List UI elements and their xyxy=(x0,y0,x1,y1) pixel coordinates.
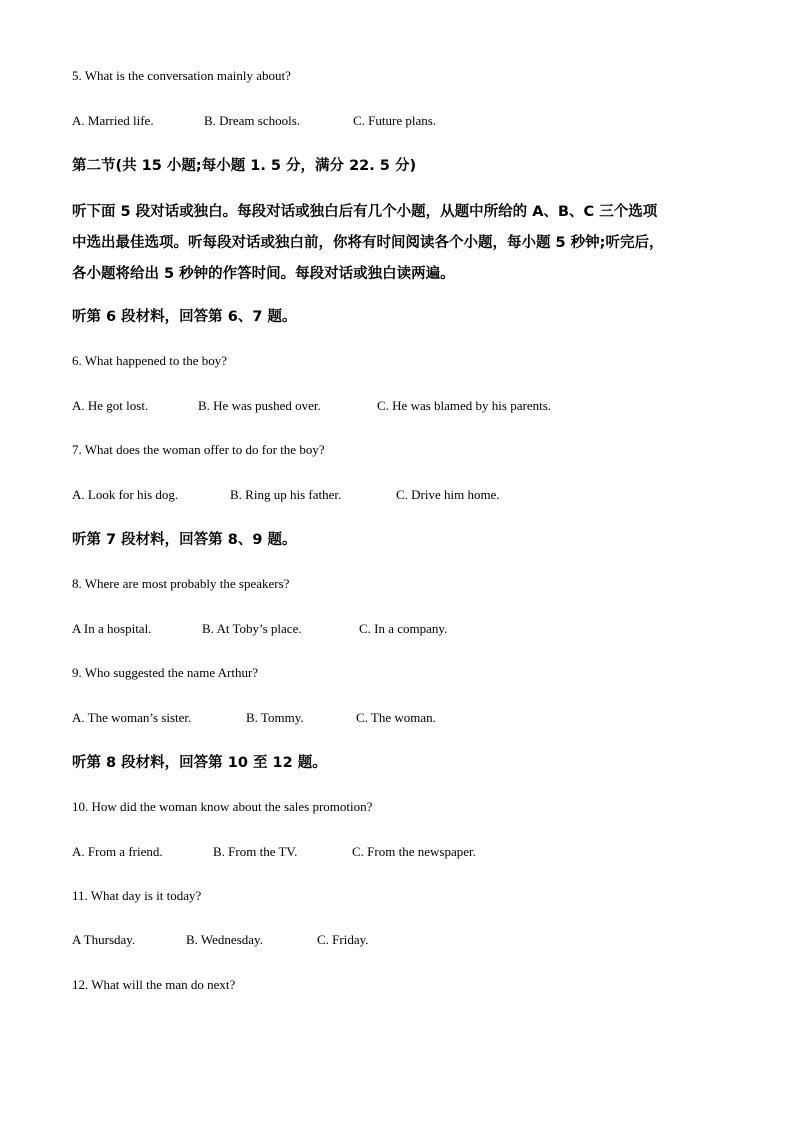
option-c: C. Friday. xyxy=(317,932,369,947)
group-7-heading: 听第 7 段材料，回答第 8、9 题。 xyxy=(72,532,297,548)
question-9: 9. Who suggested the name Arthur? xyxy=(72,665,259,680)
option-a: A. He got lost. xyxy=(72,398,149,413)
option-b: B. Ring up his father. xyxy=(230,487,342,502)
section-2-heading: 第二节(共 15 小题;每小题 1. 5 分，满分 22. 5 分) xyxy=(72,158,417,174)
option-a: A. From a friend. xyxy=(72,844,163,859)
option-b: B. From the TV. xyxy=(213,844,298,859)
option-c: C. Drive him home. xyxy=(396,487,500,502)
question-10: 10. How did the woman know about the sales promotion? xyxy=(72,799,373,814)
option-c: C. He was blamed by his parents. xyxy=(377,398,552,413)
option-b: B. Tommy. xyxy=(246,710,304,725)
question-12: 12. What will the man do next? xyxy=(72,977,236,992)
option-a: A In a hospital. xyxy=(72,621,152,636)
option-c: C. The woman. xyxy=(356,710,436,725)
option-a: A. Married life. xyxy=(72,113,154,128)
question-8: 8. Where are most probably the speakers? xyxy=(72,576,290,591)
question-7: 7. What does the woman offer to do for the boy? xyxy=(72,442,325,457)
option-b: B. At Toby’s place. xyxy=(202,621,302,636)
question-6: 6. What happened to the boy? xyxy=(72,353,227,368)
option-c: C. Future plans. xyxy=(353,113,437,128)
group-8-heading: 听第 8 段材料，回答第 10 至 12 题。 xyxy=(72,755,327,771)
option-c: C. In a company. xyxy=(359,621,448,636)
option-a: A. Look for his dog. xyxy=(72,487,179,502)
section-2-instructions xyxy=(72,197,732,290)
group-6-heading: 听第 6 段材料，回答第 6、7 题。 xyxy=(72,309,297,325)
instruction-line-3: 各小题将给出 5 秒钟的作答时间。每段对话或独白读两遍。 xyxy=(72,266,455,282)
instruction-line-1: 听下面 5 段对话或独白。每段对话或独白后有几个小题，从题中所给的 A、B、C 三个选项 xyxy=(72,204,658,220)
question-5: 5. What is the conversation mainly about? xyxy=(72,68,291,83)
option-a: A Thursday. xyxy=(72,932,136,947)
question-11: 11. What day is it today? xyxy=(72,888,202,903)
option-b: B. Dream schools. xyxy=(204,113,301,128)
option-a: A. The woman’s sister. xyxy=(72,710,192,725)
option-b: B. He was pushed over. xyxy=(198,398,321,413)
option-c: C. From the newspaper. xyxy=(352,844,476,859)
instruction-line-2: 中选出最佳选项。听每段对话或独白前，你将有时间阅读各个小题，每小题 5 秒钟;听完后， xyxy=(72,235,664,251)
option-b: B. Wednesday. xyxy=(186,932,263,947)
